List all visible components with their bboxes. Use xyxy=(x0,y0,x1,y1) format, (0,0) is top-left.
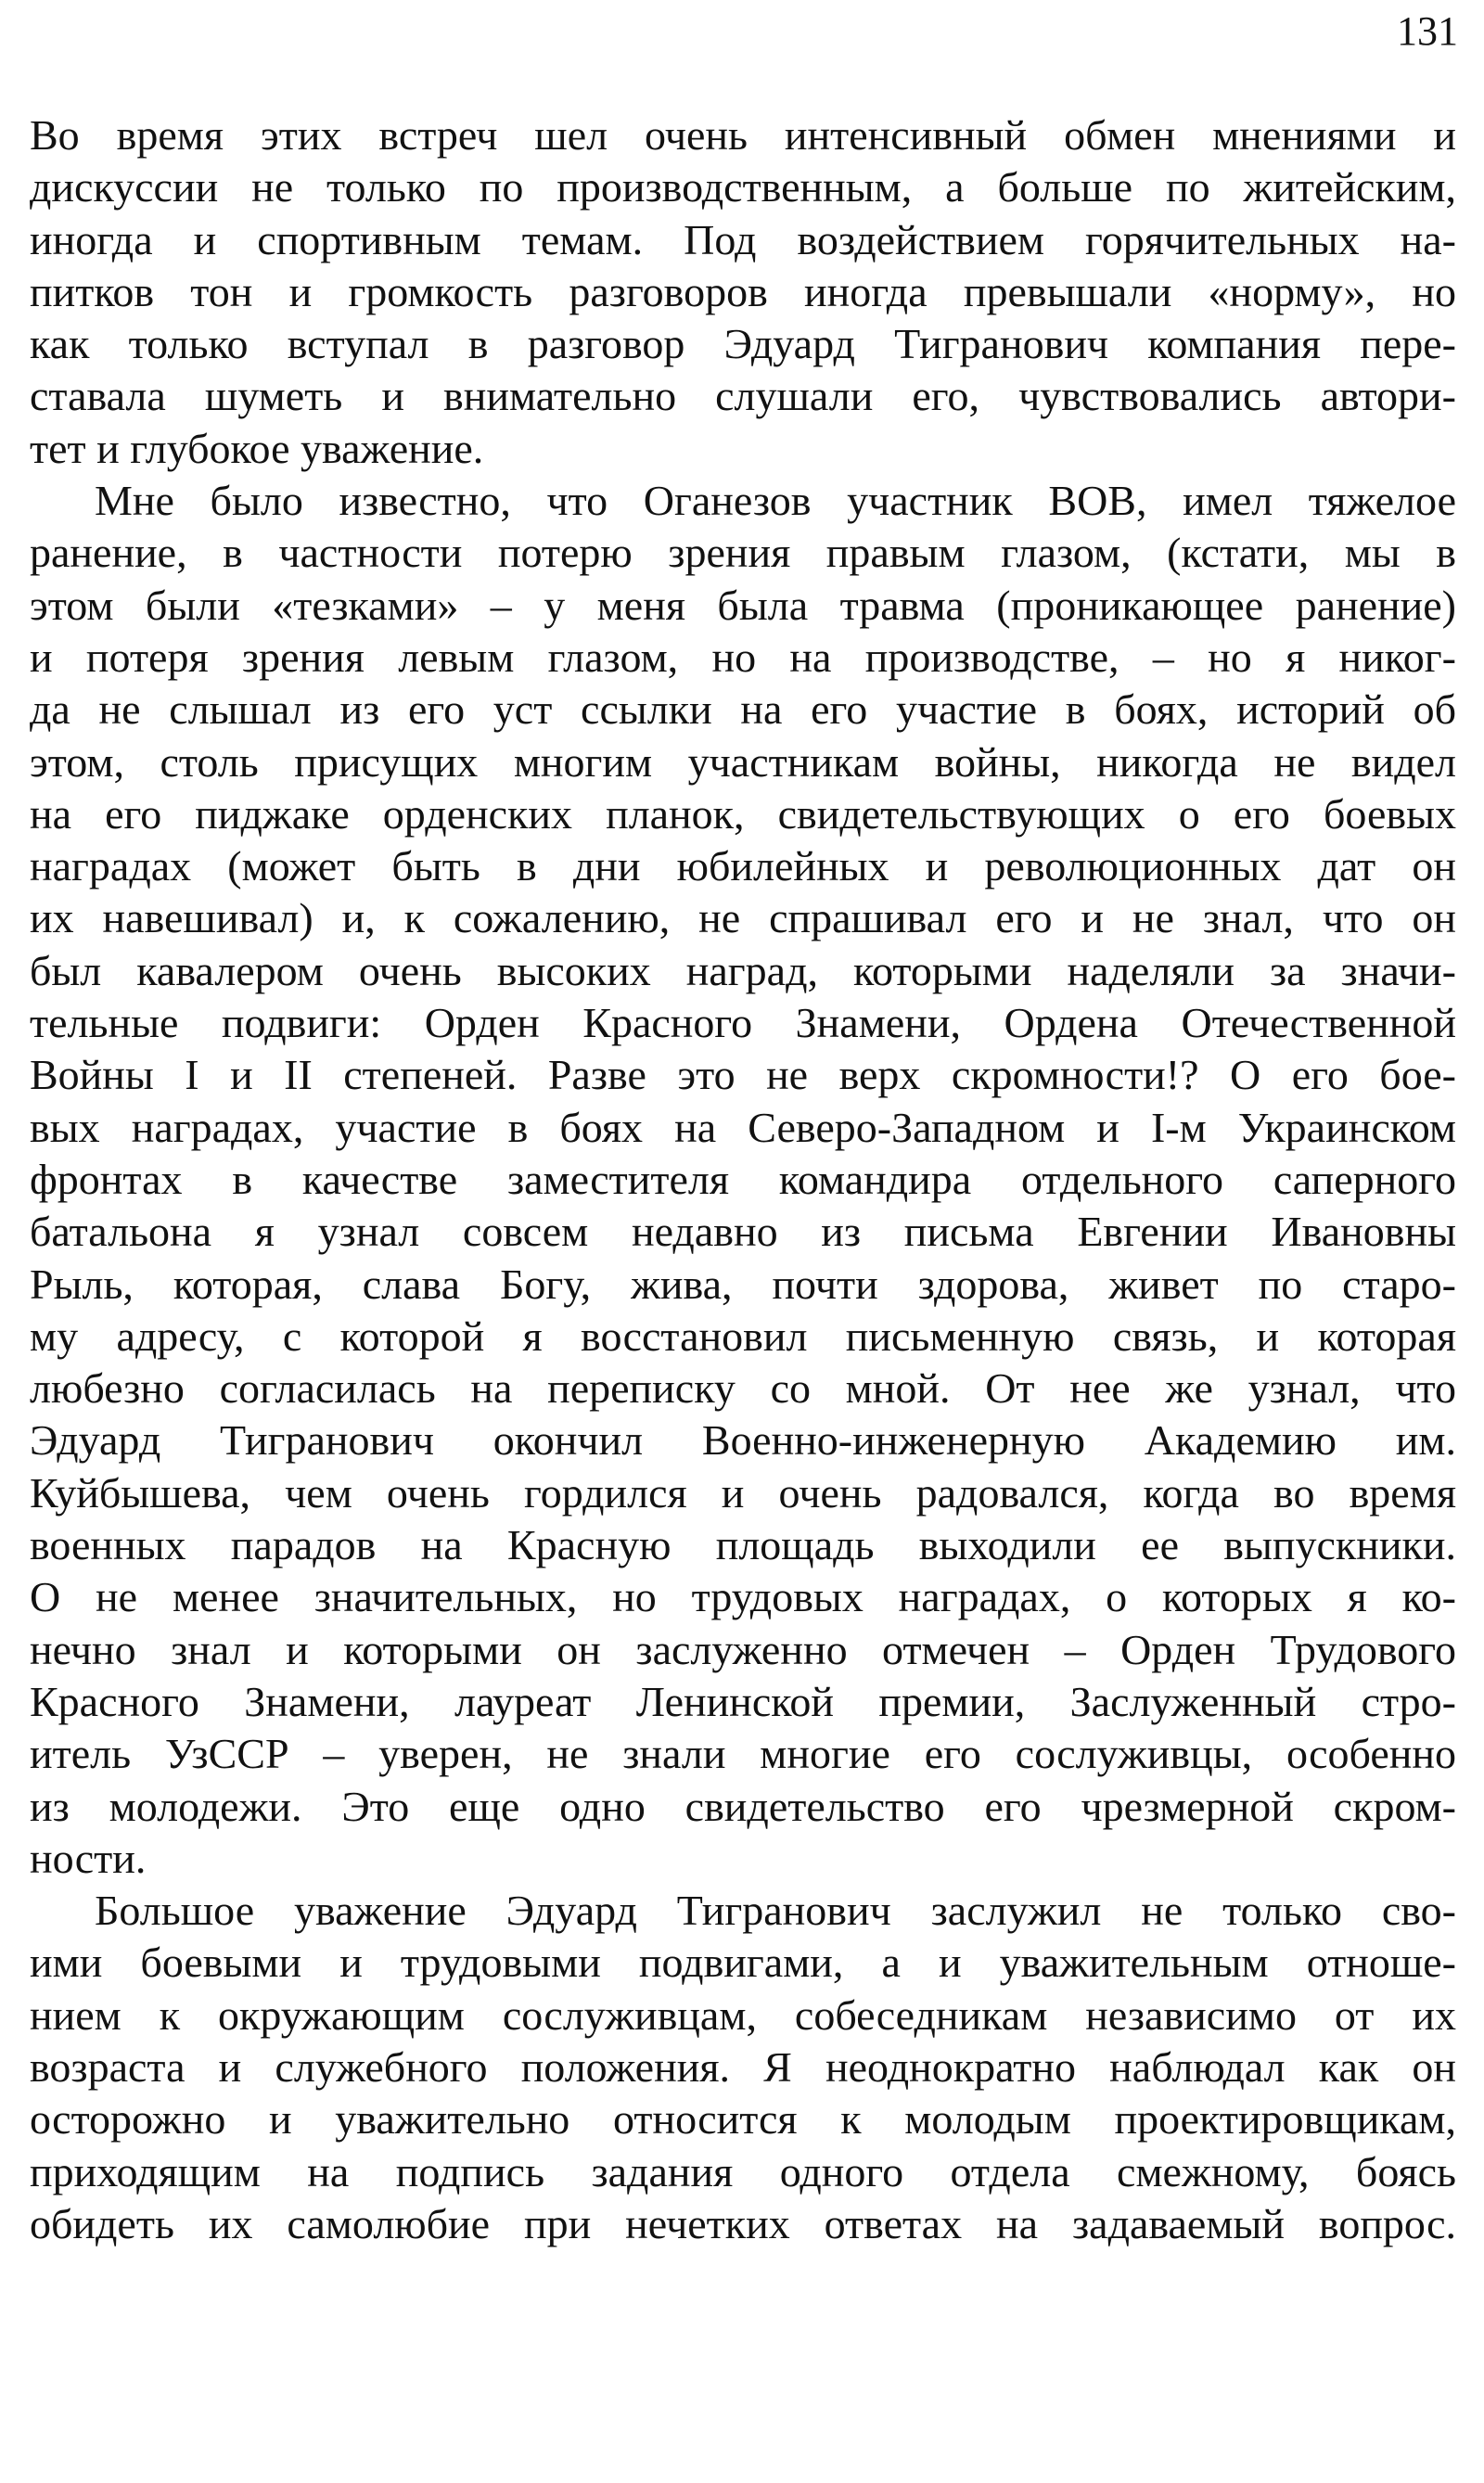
text-line: и потеря зрения левым глазом, но на производстве, – но я никог- xyxy=(30,633,1456,681)
text-line: военных парадов на Красную площадь выходили ее выпускники. xyxy=(30,1521,1456,1569)
text-line: наградах (может быть в дни юбилейных и революционных дат он xyxy=(30,842,1456,890)
text-line: да не слышал из его уст ссылки на его участие в боях, историй об xyxy=(30,685,1456,734)
text-line: Красного Знамени, лауреат Ленинской премии, Заслуженный стро- xyxy=(30,1677,1456,1725)
text-line: тет и глубокое уважение. xyxy=(30,424,484,472)
text-line: ставала шуметь и внимательно слушали его, чувствовались автори- xyxy=(30,372,1456,420)
text-line: тельные подвиги: Орден Красного Знамени, Ордена Отечественной xyxy=(30,999,1456,1047)
text-line: на его пиджаке орденских планок, свидетельствующих о его боевых xyxy=(30,789,1456,838)
text-line: ранение, в частности потерю зрения правым глазом, (кстати, мы в xyxy=(30,529,1456,577)
text-line: дискуссии не только по производственным, а больше по житейским, xyxy=(30,163,1456,211)
text-line: как только вступал в разговор Эдуард Тигранович компания пере- xyxy=(30,320,1456,368)
text-line: обидеть их самолюбие при нечетких ответах на задаваемый вопрос. xyxy=(30,2199,1456,2247)
text-line: батальона я узнал совсем недавно из письма Евгении Ивановны xyxy=(30,1208,1456,1256)
text-line: ности. xyxy=(30,1834,147,1882)
text-line: любезно согласилась на переписку со мной. От нее же узнал, что xyxy=(30,1364,1456,1413)
text-line: приходящим на подпись задания одного отдела смежному, боясь xyxy=(30,2147,1456,2195)
text-line: итель УзССР – уверен, не знали многие его сослуживцы, особенно xyxy=(30,1730,1456,1778)
body-text xyxy=(30,109,1456,2250)
paragraph-start-line: Мне было известно, что Оганезов участник ВОВ, имел тяжелое xyxy=(95,477,1456,525)
text-line: нием к окружающим сослуживцам, собеседникам независимо от их xyxy=(30,1990,1456,2039)
text-line: питков тон и громкость разговоров иногда превышали «норму», но xyxy=(30,267,1456,315)
text-line: Войны I и II степеней. Разве это не верх скромности!? О его бое- xyxy=(30,1051,1456,1099)
text-line: этом, столь присущих многим участникам войны, никогда не видел xyxy=(30,737,1456,786)
page-number: 131 xyxy=(1397,8,1458,54)
text-line: Куйбышева, чем очень гордился и очень радовался, когда во время xyxy=(30,1468,1456,1517)
text-line: осторожно и уважительно относится к молодым проектировщикам, xyxy=(30,2095,1456,2144)
text-line: му адресу, с которой я восстановил письменную связь, и которая xyxy=(30,1312,1456,1360)
text-line: иногда и спортивным темам. Под воздействием горячительных на- xyxy=(30,215,1456,263)
text-line: из молодежи. Это еще одно свидетельство его чрезмерной скром- xyxy=(30,1782,1456,1830)
text-line: возраста и служебного положения. Я неоднократно наблюдал как он xyxy=(30,2042,1456,2091)
text-line: фронтах в качестве заместителя командира отдельного саперного xyxy=(30,1155,1456,1203)
text-line: Эдуард Тигранович окончил Военно-инженерную Академию им. xyxy=(30,1416,1456,1465)
text-line: вых наградах, участие в боях на Северо-Западном и I-м Украинском xyxy=(30,1103,1456,1151)
text-line: был кавалером очень высоких наград, которыми наделяли за значи- xyxy=(30,946,1456,994)
text-line: их навешивал) и, к сожалению, не спрашивал его и не знал, что он xyxy=(30,894,1456,942)
text-line: О не менее значительных, но трудовых наградах, о которых я ко- xyxy=(30,1573,1456,1621)
paragraph-start-line: Большое уважение Эдуард Тигранович заслужил не только сво- xyxy=(95,1887,1456,1935)
text-line: Рыль, которая, слава Богу, жива, почти здорова, живет по старо- xyxy=(30,1260,1456,1308)
text-line: этом были «тезками» – у меня была травма (проникающее ранение) xyxy=(30,581,1456,629)
text-line: нечно знал и которыми он заслуженно отмечен – Орден Трудового xyxy=(30,1625,1456,1673)
text-line: Во время этих встреч шел очень интенсивный обмен мнениями и xyxy=(30,111,1456,159)
text-line: ими боевыми и трудовыми подвигами, а и уважительным отноше- xyxy=(30,1939,1456,1987)
